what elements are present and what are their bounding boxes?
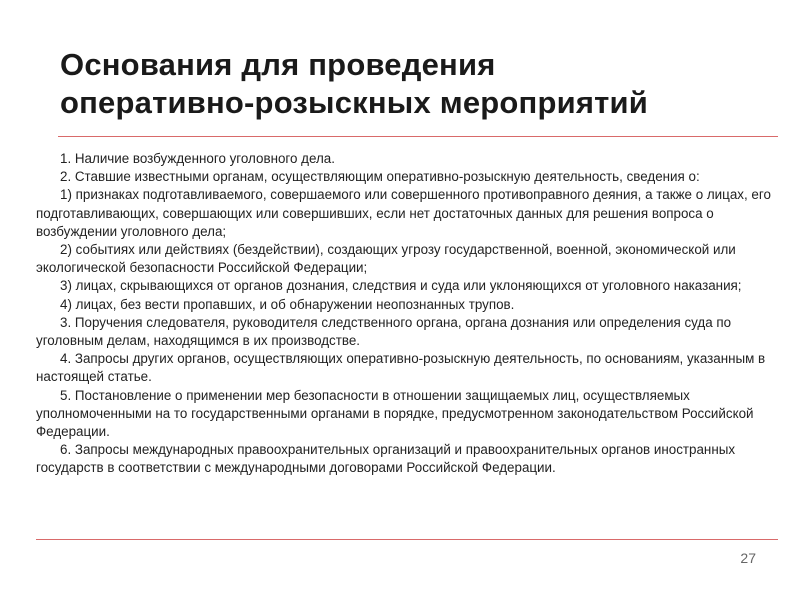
paragraph-8: 4. Запросы других органов, осуществляющих оперативно-розыскную деятельность, по основаниям, указанным в настоящей статье. (36, 351, 766, 385)
paragraph-2: 2. Ставшие известными органам, осуществляющим оперативно-розыскную деятельность, сведения о: (60, 169, 700, 185)
paragraph-4: 2) событиях или действиях (бездействии), создающих угрозу государственной, военной, экономической или экологической безопасности Российской Федерации; (36, 242, 736, 276)
paragraph-1: 1. Наличие возбужденного уголовного дела. (60, 151, 335, 166)
footer-divider (36, 539, 778, 540)
slide-title (60, 46, 760, 122)
page-number: 27 (740, 550, 756, 566)
slide-body (36, 150, 771, 478)
paragraph-6: 4) лицах, без вести пропавших, и об обнаружении неопознанных трупов. (60, 296, 515, 312)
paragraph-5: 3) лицах, скрывающихся от органов дознания, следствия и суда или уклоняющихся от уголовного наказания; (60, 278, 742, 294)
paragraph-3: 1) признаках подготавливаемого, совершаемого или совершенного противоправного деяния, а также о лицах, его подготавливающих, совершающих или совершивших, если нет достаточных данных для решения вопроса о возбуждении уголовного дела; (36, 187, 771, 239)
title-divider (58, 136, 778, 137)
title-line-2: оперативно-розыскных мероприятий (60, 85, 649, 120)
paragraph-9: 5. Постановление о применении мер безопасности в отношении защищаемых лиц, осуществляемых уполномоченными на то государственными органами в порядке, предусмотренном законодательством Российской Федерации. (36, 387, 754, 440)
paragraph-7: 3. Поручения следователя, руководителя следственного органа, органа дознания или определения суда по уголовным делам, находящимся в их производстве. (36, 314, 732, 349)
paragraph-10: 6. Запросы международных правоохранительных организаций и правоохранительных органов иностранных государств в соответствии с международными договорами Российской Федерации. (36, 442, 736, 476)
title-line-1: Основания для проведения (60, 47, 496, 82)
